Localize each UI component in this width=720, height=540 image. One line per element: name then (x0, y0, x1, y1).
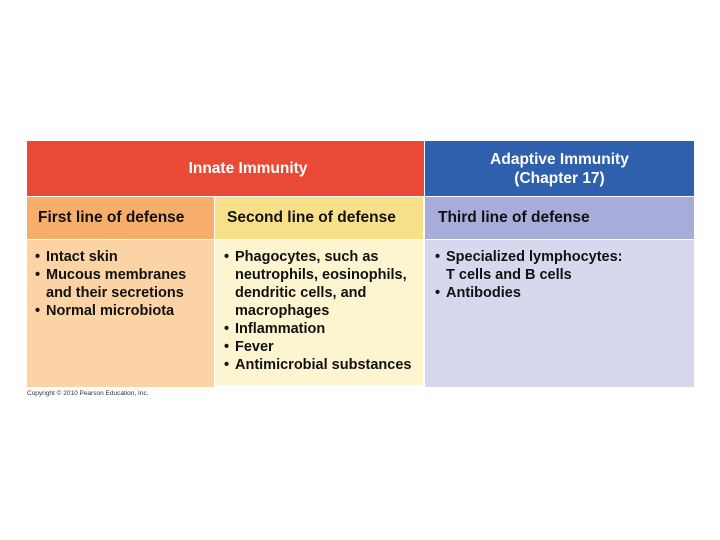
first-line-header (27, 197, 214, 239)
list-item (435, 284, 688, 302)
third-line-header (425, 197, 694, 239)
second-line-title: Second line of defense (227, 209, 396, 226)
bullet: • (224, 357, 230, 373)
list-item-text: Intact skin (46, 249, 118, 265)
adaptive-immunity-header (425, 141, 694, 196)
third-line-title: Third line of defense (438, 209, 590, 226)
innate-immunity-title: Innate Immunity (188, 160, 308, 177)
copyright-notice: Copyright © 2010 Pearson Education, Inc. (27, 390, 149, 397)
bullet: • (224, 321, 230, 337)
bullet: • (224, 249, 230, 265)
innate-immunity-header (27, 141, 424, 196)
list-item-text: Specialized lymphocytes: T cells and B cells (446, 249, 623, 283)
list-item-text: Mucous membranes and their secretions (46, 267, 187, 301)
list-item-text: Phagocytes, such as neutrophils, eosinophils, dendritic cells, and macrophages (235, 249, 407, 319)
bullet: • (35, 267, 41, 283)
list-item-text: Antibodies (446, 285, 521, 301)
second-line-header (215, 197, 423, 239)
second-line-list (224, 248, 417, 374)
list-item (35, 266, 208, 302)
first-line-list (35, 248, 208, 320)
first-line-body (27, 240, 214, 387)
third-line-body (425, 240, 694, 387)
second-line-body (215, 240, 423, 385)
list-item (224, 356, 417, 374)
list-item-text: Inflammation (235, 321, 326, 337)
bullet: • (35, 303, 41, 319)
third-line-list (435, 248, 688, 302)
list-item-text: Fever (235, 339, 274, 355)
list-item (224, 248, 417, 320)
adaptive-immunity-title: Adaptive Immunity (490, 150, 629, 168)
adaptive-immunity-chapter: (Chapter 17) (514, 169, 605, 187)
list-item (35, 302, 208, 320)
immunity-defense-table (27, 141, 694, 387)
bullet: • (435, 249, 441, 265)
list-item-text: Antimicrobial substances (235, 357, 412, 373)
first-line-title: First line of defense (38, 209, 185, 226)
list-item (435, 248, 688, 284)
list-item (35, 248, 208, 266)
list-item (224, 338, 417, 356)
list-item (224, 320, 417, 338)
bullet: • (435, 285, 441, 301)
bullet: • (35, 249, 41, 265)
list-item-text: Normal microbiota (46, 303, 175, 319)
bullet: • (224, 339, 230, 355)
